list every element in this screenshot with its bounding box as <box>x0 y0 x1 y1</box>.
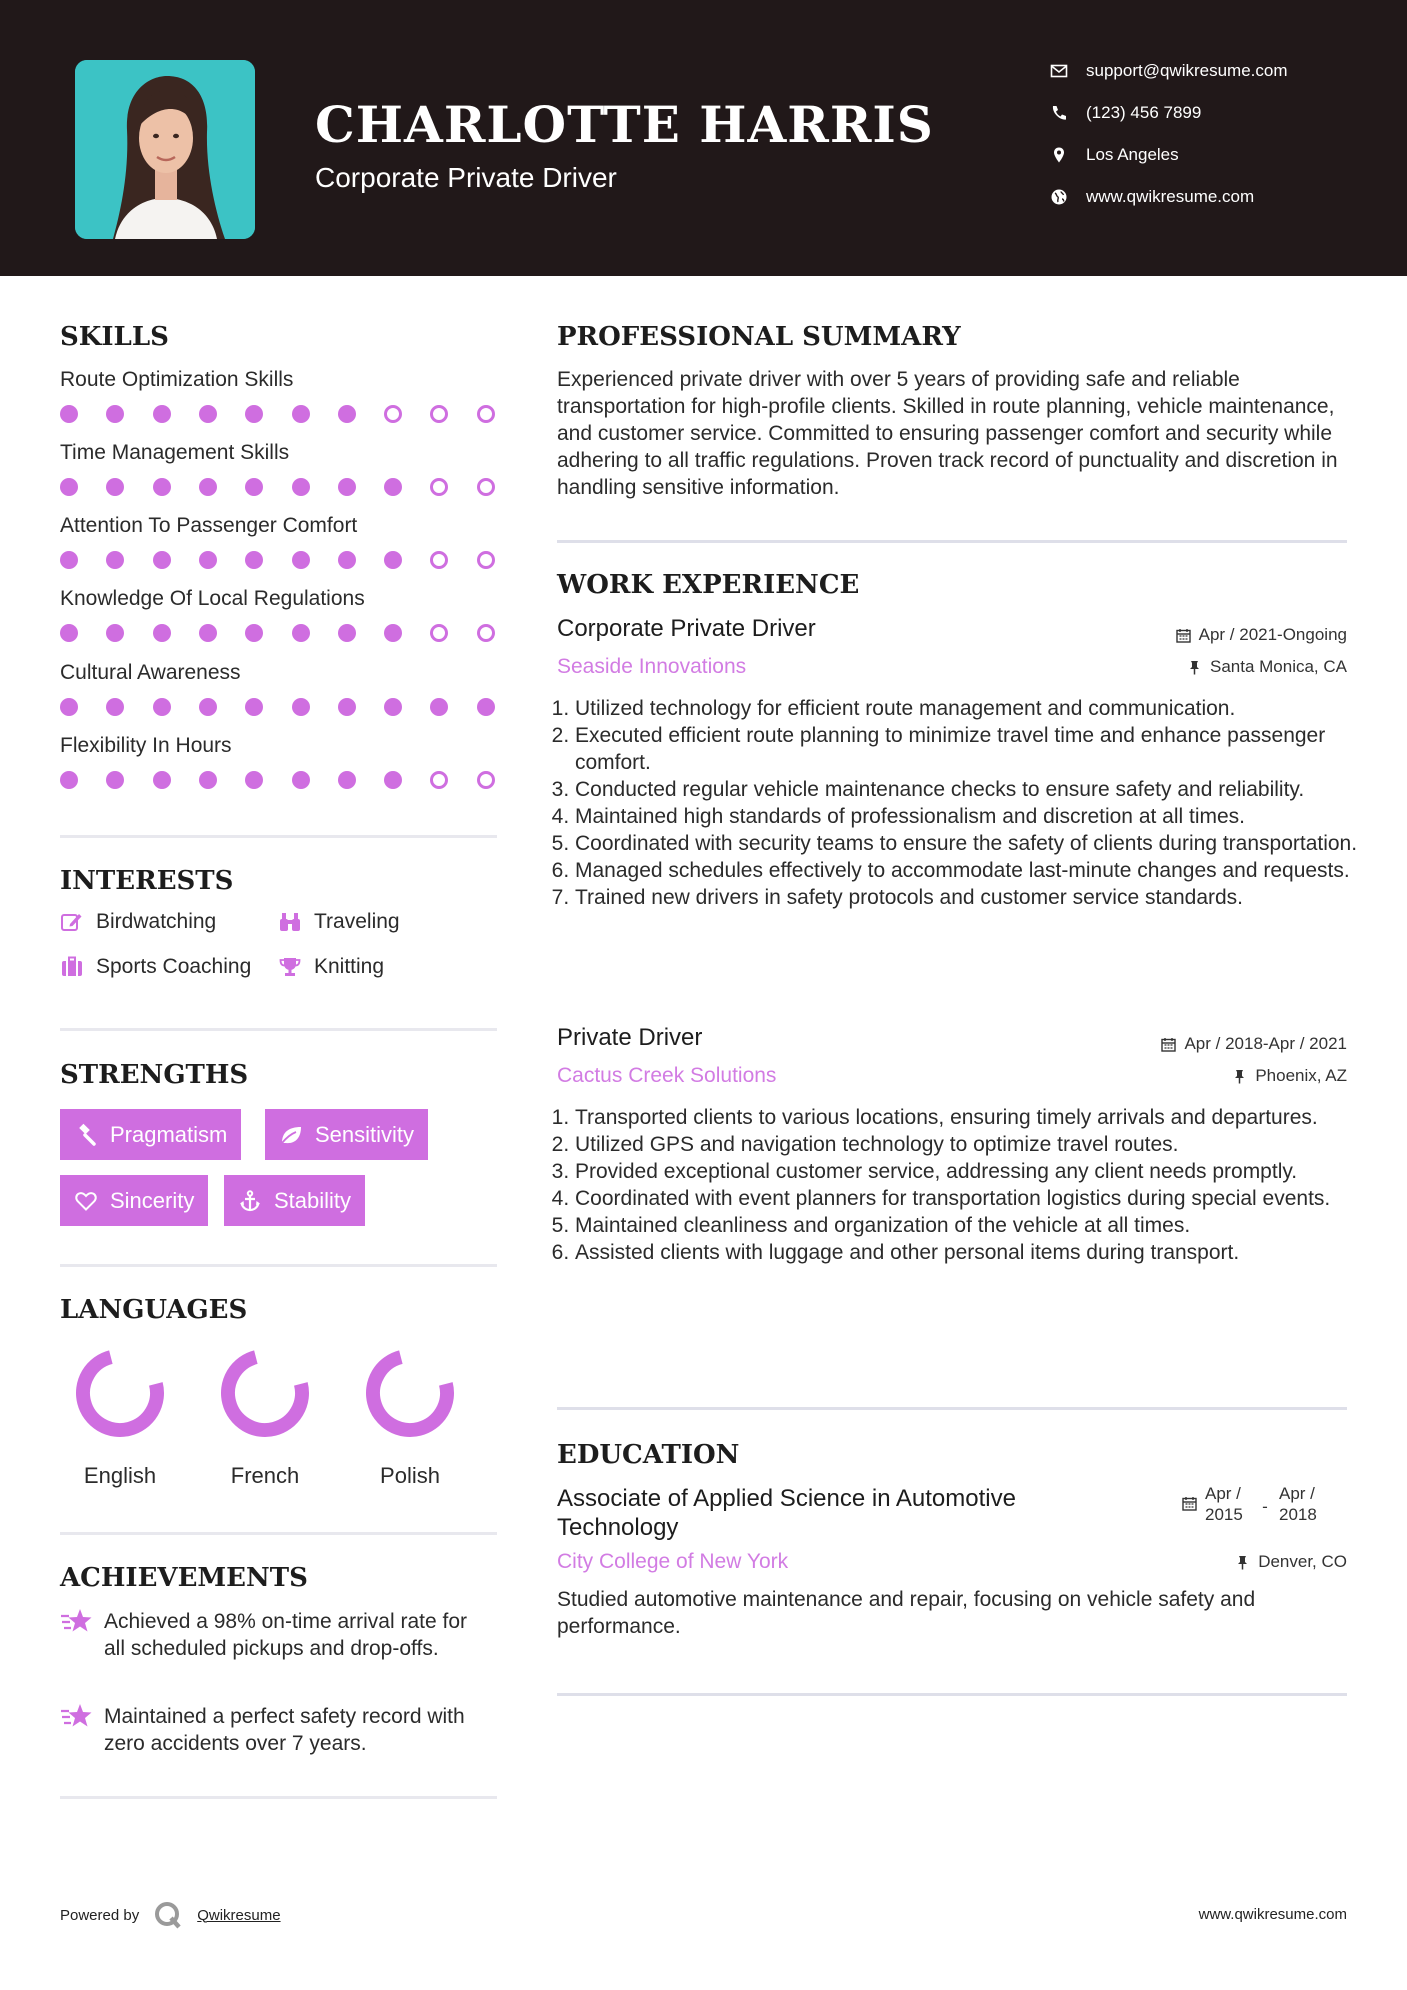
job-responsibilities <box>553 1104 1375 1266</box>
achievement-item <box>60 1608 490 1662</box>
experience-heading: WORK EXPERIENCE <box>557 570 860 600</box>
job-title: Corporate Private Driver <box>557 615 816 642</box>
language-item <box>195 1345 335 1489</box>
skill-dot-filled <box>199 551 217 569</box>
skill-dot-filled <box>338 551 356 569</box>
responsibility-item: 1. Utilized technology for efficient route management and communication. <box>575 695 1375 722</box>
trophy-icon <box>278 955 302 979</box>
achievement-item <box>60 1703 490 1757</box>
skill-rating <box>60 548 500 572</box>
language-gauge <box>217 1345 313 1441</box>
contact-email[interactable] <box>1050 56 1370 86</box>
skill-name: Attention To Passenger Comfort <box>60 514 358 537</box>
skill-dot-filled <box>245 624 263 642</box>
education-dates <box>1182 1483 1325 1525</box>
job-dates <box>1176 625 1347 645</box>
skill-dot-empty <box>430 405 448 423</box>
interest-label: Sports Coaching <box>96 955 252 978</box>
skill-dot-empty <box>430 624 448 642</box>
interest-label: Knitting <box>314 955 385 978</box>
contact-website[interactable] <box>1050 182 1370 212</box>
responsibility-item: 5. Coordinated with security teams to ensure the safety of clients during transportation. <box>575 830 1375 857</box>
skills-heading: SKILLS <box>60 322 169 352</box>
contact-phone[interactable] <box>1050 98 1370 128</box>
skill-dot-filled <box>338 771 356 789</box>
skill-dot-filled <box>153 698 171 716</box>
candidate-title: Corporate Private Driver <box>315 162 617 193</box>
skill-dot-filled <box>153 551 171 569</box>
skill-dot-filled <box>245 405 263 423</box>
skill-rating <box>60 768 500 792</box>
interest-item <box>278 955 384 979</box>
skill-item <box>60 441 500 499</box>
skill-dot-filled <box>60 624 78 642</box>
contact-website-text: www.qwikresume.com <box>1086 187 1255 206</box>
job-dates-text: Apr / 2021-Ongoing <box>1198 625 1347 644</box>
skill-item <box>60 661 500 719</box>
skill-name: Knowledge Of Local Regulations <box>60 587 365 610</box>
qwikresume-logo-icon <box>153 1900 183 1930</box>
interest-item <box>60 910 216 934</box>
job-dates-text: Apr / 2018-Apr / 2021 <box>1184 1034 1347 1053</box>
skill-dot-filled <box>245 698 263 716</box>
skill-dot-empty <box>477 551 495 569</box>
education-location-text: Denver, CO <box>1258 1552 1347 1571</box>
section-divider <box>557 1693 1347 1696</box>
skill-dot-filled <box>199 624 217 642</box>
skill-dot-filled <box>106 698 124 716</box>
interests-heading: INTERESTS <box>60 866 234 896</box>
skill-dot-filled <box>292 551 310 569</box>
language-gauge-arc <box>83 1357 157 1430</box>
job-location-text: Santa Monica, CA <box>1209 657 1347 676</box>
skill-dot-filled <box>153 405 171 423</box>
language-gauge-arc <box>228 1357 302 1430</box>
job-location <box>1187 657 1347 677</box>
skill-rating <box>60 621 500 645</box>
gavel-icon <box>74 1123 98 1147</box>
interest-item <box>278 910 400 934</box>
skill-dot-filled <box>60 478 78 496</box>
leaf-icon <box>279 1123 303 1147</box>
skill-dot-filled <box>153 624 171 642</box>
shooting-star-icon <box>60 1606 94 1636</box>
skill-dot-filled <box>106 405 124 423</box>
skill-dot-filled <box>199 405 217 423</box>
skill-dot-filled <box>338 624 356 642</box>
phone-icon <box>1050 104 1068 122</box>
skill-dot-filled <box>292 624 310 642</box>
skill-dot-filled <box>384 551 402 569</box>
contact-location <box>1050 140 1370 170</box>
heart-icon <box>74 1189 98 1213</box>
calendar-icon <box>1161 1037 1176 1052</box>
education-end: Apr / 2018 <box>1279 1484 1317 1524</box>
responsibility-item: 3. Conducted regular vehicle maintenance checks to ensure safety and reliability. <box>575 776 1375 803</box>
job-location <box>1232 1066 1347 1086</box>
pin-icon <box>1235 1555 1250 1570</box>
skill-item <box>60 587 500 645</box>
interest-item <box>60 955 251 979</box>
responsibility-item: 2. Executed efficient route planning to minimize travel time and enhance passenger comfort. <box>575 722 1375 776</box>
school-name[interactable]: City College of New York <box>557 1550 789 1573</box>
suitcase-icon <box>60 955 84 979</box>
language-item <box>340 1345 480 1489</box>
location-icon <box>1050 146 1068 164</box>
strength-label: Pragmatism <box>110 1121 228 1147</box>
strengths-heading: STRENGTHS <box>60 1060 249 1090</box>
skill-item <box>60 368 500 426</box>
resume-header <box>0 0 1407 276</box>
skill-dot-empty <box>477 405 495 423</box>
skill-dot-empty <box>430 771 448 789</box>
responsibility-item: 4. Coordinated with event planners for transportation logistics during special events. <box>575 1185 1375 1212</box>
responsibility-item: 4. Maintained high standards of professionalism and discretion at all times. <box>575 803 1375 830</box>
skill-dot-filled <box>106 551 124 569</box>
language-name: Polish <box>380 1463 440 1488</box>
summary-text: Experienced private driver with over 5 years of providing safe and reliable transportation for high-profile clients. Skilled in route planning, vehicle maintenance, and customer service. Committed to ensuring passenger comfort and security while adhering to all traffic regulations. Proven track record of punctuality and discretion in handling sensitive information. <box>557 368 1338 499</box>
skill-dot-filled <box>199 771 217 789</box>
profile-photo <box>75 60 255 239</box>
skill-dot-filled <box>199 478 217 496</box>
languages-heading: LANGUAGES <box>60 1295 248 1325</box>
skill-dot-empty <box>430 478 448 496</box>
education-date-separator: - <box>1262 1497 1268 1516</box>
language-name: English <box>83 1463 157 1488</box>
qwikresume-link[interactable]: Qwikresume <box>197 1906 281 1924</box>
degree-title: Associate of Applied Science in Automotive Technology <box>557 1485 1016 1541</box>
skill-dot-filled <box>292 698 310 716</box>
skill-rating <box>60 695 500 719</box>
skill-dot-filled <box>292 771 310 789</box>
education-description: Studied automotive maintenance and repair, focusing on vehicle safety and performance. <box>557 1588 1256 1638</box>
skill-dot-filled <box>477 698 495 716</box>
skill-dot-filled <box>106 624 124 642</box>
job-dates <box>1161 1034 1347 1054</box>
strength-label: Stability <box>274 1187 352 1213</box>
skill-dot-filled <box>60 771 78 789</box>
calendar-icon <box>1176 628 1191 643</box>
language-item <box>50 1345 190 1489</box>
skill-dot-filled <box>292 405 310 423</box>
education-heading: EDUCATION <box>557 1440 740 1470</box>
globe-icon <box>1050 188 1068 206</box>
skill-dot-filled <box>60 551 78 569</box>
section-divider <box>60 1532 497 1535</box>
language-gauge <box>362 1345 458 1441</box>
skill-name: Flexibility In Hours <box>60 734 232 757</box>
skill-name: Route Optimization Skills <box>60 368 294 391</box>
responsibility-item: 5. Maintained cleanliness and organization of the vehicle at all times. <box>575 1212 1375 1239</box>
skill-dot-filled <box>245 478 263 496</box>
section-divider <box>557 540 1347 543</box>
responsibility-item: 6. Managed schedules effectively to accommodate last-minute changes and requests. <box>575 857 1375 884</box>
job-responsibilities <box>553 695 1375 911</box>
section-divider <box>60 1028 497 1031</box>
contact-phone-text: (123) 456 7899 <box>1086 103 1202 122</box>
skill-name: Time Management Skills <box>60 441 290 464</box>
language-gauge-arc <box>373 1357 447 1430</box>
contact-email-text: support@qwikresume.com <box>1086 61 1288 80</box>
responsibility-item: 6. Assisted clients with luggage and other personal items during transport. <box>575 1239 1375 1266</box>
calendar-icon <box>1182 1496 1197 1511</box>
strength-label: Sincerity <box>110 1187 195 1213</box>
section-divider <box>60 1796 497 1799</box>
footer-website[interactable]: www.qwikresume.com <box>1198 1906 1347 1923</box>
skill-dot-filled <box>199 698 217 716</box>
skill-dot-filled <box>292 478 310 496</box>
skill-dot-filled <box>153 771 171 789</box>
skill-dot-filled <box>384 698 402 716</box>
skill-item <box>60 734 500 792</box>
language-gauge <box>72 1345 168 1441</box>
skill-dot-filled <box>430 698 448 716</box>
contact-location-text: Los Angeles <box>1086 145 1179 164</box>
education-start: Apr / 2015 <box>1205 1484 1243 1524</box>
shooting-star-icon <box>60 1701 94 1731</box>
skill-name: Cultural Awareness <box>60 661 241 684</box>
skill-dot-filled <box>384 624 402 642</box>
strength-badge <box>224 1175 365 1226</box>
section-divider <box>60 835 497 838</box>
portrait-illustration <box>75 60 255 239</box>
achievement-text: Maintained a perfect safety record with zero accidents over 7 years. <box>104 1705 465 1755</box>
mail-icon <box>1050 62 1068 80</box>
skill-dot-filled <box>245 771 263 789</box>
strength-badge <box>60 1175 208 1226</box>
strength-badge <box>265 1109 428 1160</box>
responsibility-item: 7. Trained new drivers in safety protocols and customer service standards. <box>575 884 1375 911</box>
summary-heading: PROFESSIONAL SUMMARY <box>557 322 961 352</box>
skill-dot-filled <box>384 478 402 496</box>
responsibility-item: 3. Provided exceptional customer service, addressing any client needs promptly. <box>575 1158 1375 1185</box>
job-location-text: Phoenix, AZ <box>1255 1066 1347 1085</box>
skill-dot-filled <box>338 698 356 716</box>
skill-dot-empty <box>384 405 402 423</box>
skill-dot-filled <box>60 698 78 716</box>
section-divider <box>557 1407 1347 1410</box>
skill-item <box>60 514 500 572</box>
achievement-text: Achieved a 98% on-time arrival rate for all scheduled pickups and drop-offs. <box>104 1610 467 1660</box>
skill-dot-empty <box>430 551 448 569</box>
interest-label: Birdwatching <box>96 910 217 933</box>
pin-icon <box>1232 1069 1247 1084</box>
skill-dot-empty <box>477 478 495 496</box>
skill-dot-filled <box>153 478 171 496</box>
responsibility-item: 1. Transported clients to various locations, ensuring timely arrivals and departures. <box>575 1104 1375 1131</box>
skill-dot-empty <box>477 771 495 789</box>
section-divider <box>60 1264 497 1267</box>
candidate-name: CHARLOTTE HARRIS <box>315 95 934 154</box>
anchor-icon <box>238 1189 262 1213</box>
powered-by-label: Powered by <box>60 1906 140 1924</box>
skill-dot-empty <box>477 624 495 642</box>
strength-badge <box>60 1109 241 1160</box>
skill-dot-filled <box>106 478 124 496</box>
powered-by <box>60 1900 281 1930</box>
skill-dot-filled <box>60 405 78 423</box>
language-name: French <box>230 1463 300 1488</box>
responsibility-item: 2. Utilized GPS and navigation technology to optimize travel routes. <box>575 1131 1375 1158</box>
binoculars-icon <box>278 910 302 934</box>
company-name[interactable]: Seaside Innovations <box>557 655 747 678</box>
company-name[interactable]: Cactus Creek Solutions <box>557 1064 777 1087</box>
pin-icon <box>1187 660 1202 675</box>
achievements-heading: ACHIEVEMENTS <box>60 1563 308 1593</box>
skill-dot-filled <box>338 405 356 423</box>
skill-dot-filled <box>245 551 263 569</box>
pencil-square-icon <box>60 910 84 934</box>
skill-dot-filled <box>106 771 124 789</box>
skill-dot-filled <box>338 478 356 496</box>
skill-dot-filled <box>384 771 402 789</box>
skill-rating <box>60 475 500 499</box>
job-title: Private Driver <box>557 1024 703 1051</box>
interest-label: Traveling <box>314 910 400 933</box>
strength-label: Sensitivity <box>315 1121 415 1147</box>
skill-rating <box>60 402 500 426</box>
education-location <box>1235 1552 1347 1572</box>
